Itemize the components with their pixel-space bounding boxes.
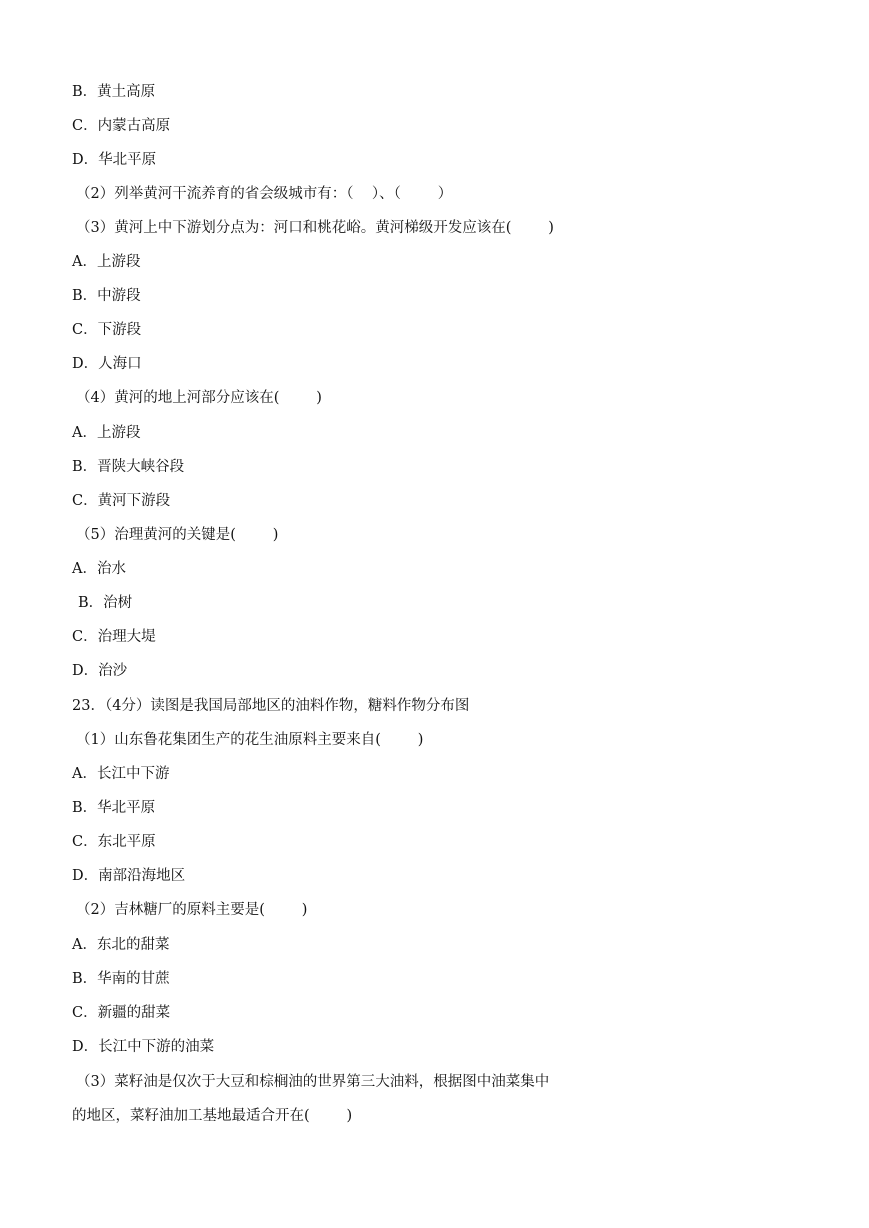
question-23-heading: 23．（4分）读图是我国局部地区的油料作物，糖料作物分布图	[72, 698, 470, 714]
question-4-suspended-river: （4）黄河的地上河部分应该在( )	[76, 390, 322, 406]
question-3-cascade-development: （3）黄河上中下游划分点为：河口和桃花峪。黄河梯级开发应该在( )	[76, 220, 554, 236]
option-b-north-china-plain: B．华北平原	[72, 800, 156, 816]
option-d-north-china-plain: D．华北平原	[72, 152, 157, 168]
option-c-levees: C．治理大堤	[72, 629, 156, 645]
option-b-trees: B．治树	[78, 595, 133, 611]
option-b-middle-reaches: B．中游段	[72, 288, 141, 304]
option-a-yangtze-middle-lower: A．长江中下游	[72, 766, 170, 782]
option-d-sand: D．治沙	[72, 663, 128, 679]
option-b-loess-plateau: B．黄土高原	[72, 84, 156, 100]
option-a-water: A．治水	[72, 561, 126, 577]
option-a-upper-reaches: A．上游段	[72, 254, 141, 270]
option-b-jinshan-canyon: B．晋陕大峡谷段	[72, 459, 185, 475]
option-a-upper-reaches-2: A．上游段	[72, 425, 141, 441]
option-c-lower-reaches: C．下游段	[72, 322, 142, 338]
option-c-lower-yellow-river: C．黄河下游段	[72, 493, 171, 509]
question-23-2-sugar-factory: （2）吉林糖厂的原料主要是( )	[76, 902, 308, 918]
option-c-inner-mongolia-plateau: C．内蒙古高原	[72, 118, 171, 134]
option-d-estuary: D．人海口	[72, 356, 142, 372]
question-5-key-to-management: （5）治理黄河的关键是( )	[76, 527, 279, 543]
question-23-1-peanut-oil: （1）山东鲁花集团生产的花生油原料主要来自( )	[76, 732, 424, 748]
option-c-northeast-plain: C．东北平原	[72, 834, 156, 850]
question-23-3-continuation: 的地区，菜籽油加工基地最适合开在( )	[72, 1108, 353, 1124]
question-2-cities: （2）列举黄河干流养育的省会级城市有：（ ）、（ ）	[76, 186, 453, 202]
option-a-northeast-beet: A．东北的甜菜	[72, 937, 170, 953]
option-c-xinjiang-beet: C．新疆的甜菜	[72, 1005, 171, 1021]
option-d-yangtze-rapeseed: D．长江中下游的油菜	[72, 1039, 215, 1055]
option-d-southern-coast: D．南部沿海地区	[72, 868, 186, 884]
question-23-3-rapeseed-oil: （3）菜籽油是仅次于大豆和棕榈油的世界第三大油料，根据图中油菜集中	[76, 1074, 550, 1090]
option-b-south-china-sugarcane: B．华南的甘蔗	[72, 971, 170, 987]
